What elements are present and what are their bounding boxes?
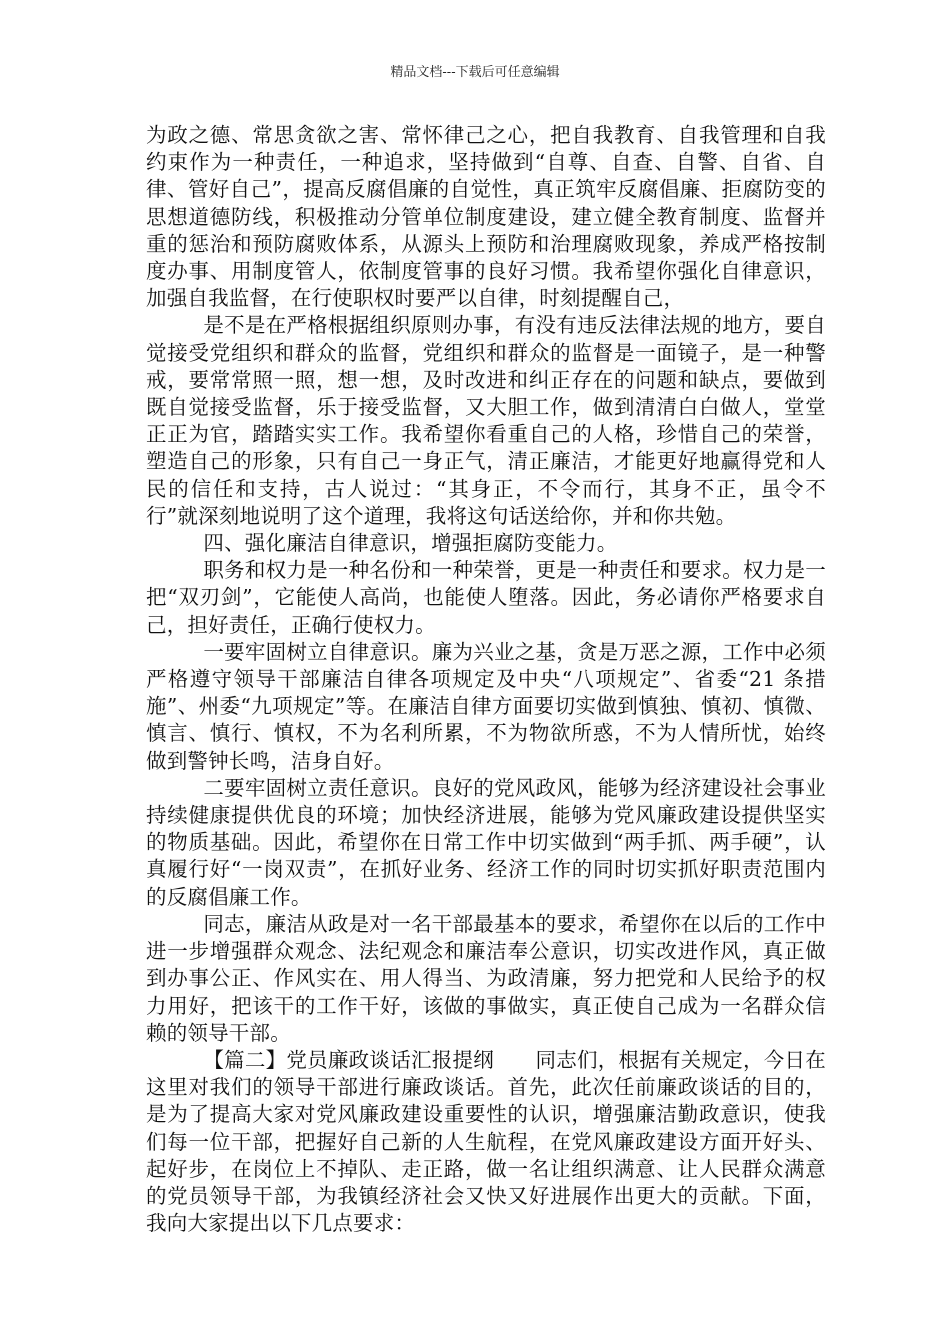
section-heading-4: 四、强化廉洁自律意识，增强拒腐防变能力。: [203, 531, 618, 556]
paragraph-5: 二要牢固树立责任意识。良好的党风政风，能够为经济建设社会事业持续健康提供优良的环境；加快经济进展，能够为党风廉政建设提供坚实的物质基础。因此，希望你在日常工作中切实做到“两手抓、两手硬”，认真履行好“一岗双责”，在抓好业务、经济工作的同时切实抓好职责范围内的反腐倡廉工作。: [146, 775, 826, 909]
paragraph-7: 【篇二】党员廉政谈话汇报提纲 同志们，根据有关规定，今日在这里对我们的领导干部进行廉政谈话。首先，此次任前廉政谈话的目的，是为了提高大家对党风廉政建设重要性的认识，增强廉洁勤政意识，使我们每一位干部，把握好自己新的人生航程，在党风廉政建设方面开好头、起好步，在岗位上不掉队、走正路，做一名让组织满意、让人民群众满意的党员领导干部，为我镇经济社会又快又好进展作出更大的贡献。下面，我向大家提出以下几点要求：: [146, 1047, 826, 1236]
paragraph-4: 一要牢固树立自律意识。廉为兴业之基，贪是万恶之源，工作中必须严格遵守领导干部廉洁自律各项规定及中央“八项规定”、省委“21 条措施”、州委“九项规定”等。在廉洁自律方面要切实做到慎独、慎初、慎微、慎言、慎行、慎权，不为名利所累，不为物欲所惑，不为人情所忧，始终做到警钟长鸣，洁身自好。: [146, 639, 826, 773]
paragraph-3: 职务和权力是一种名份和一种荣誉，更是一种责任和要求。权力是一把“双刃剑”，它能使人高尚，也能使人堕落。因此，务必请你严格要求自己，担好责任，正确行使权力。: [146, 558, 826, 637]
paragraph-6: 同志，廉洁从政是对一名干部最基本的要求，希望你在以后的工作中进一步增强群众观念、法纪观念和廉洁奉公意识，切实改进作风，真正做到办事公正、作风实在、用人得当、为政清廉，努力把党和人民给予的权力用好，把该干的工作干好，该做的事做实，真正使自己成为一名群众信赖的领导干部。: [146, 911, 826, 1045]
page-header: 精品文档---下载后可任意编辑: [390, 65, 560, 80]
paragraph-1: 为政之德、常思贪欲之害、常怀律己之心，把自我教育、自我管理和自我约束作为一种责任，一种追求，坚持做到“自尊、自查、自警、自省、自律、管好自己”，提高反腐倡廉的自觉性，真正筑牢反腐倡廉、拒腐防变的思想道德防线，积极推动分管单位制度建设，建立健全教育制度、监督并重的惩治和预防腐败体系，从源头上预防和治理腐败现象，养成严格按制度办事、用制度管人，依制度管事的良好习惯。我希望你强化自律意识，加强自我监督，在行使职权时要严以自律，时刻提醒自己，: [146, 123, 826, 311]
document-body: [146, 122, 826, 1237]
paragraph-2: 是不是在严格根据组织原则办事，有没有违反法律法规的地方，要自觉接受党组织和群众的监督，党组织和群众的监督是一面镜子，是一种警戒，要常常照一照，想一想，及时改进和纠正存在的问题和缺点，要做到既自觉接受监督，乐于接受监督，又大胆工作，做到清清白白做人，堂堂正正为官，踏踏实实工作。我希望你看重自己的人格，珍惜自己的荣誉，塑造自己的形象，只有自己一身正气，清正廉洁，才能更好地赢得党和人民的信任和支持，古人说过：“其身正，不令而行，其身不正，虽令不行”就深刻地说明了这个道理，我将这句话送给你，并和你共勉。: [146, 313, 826, 528]
